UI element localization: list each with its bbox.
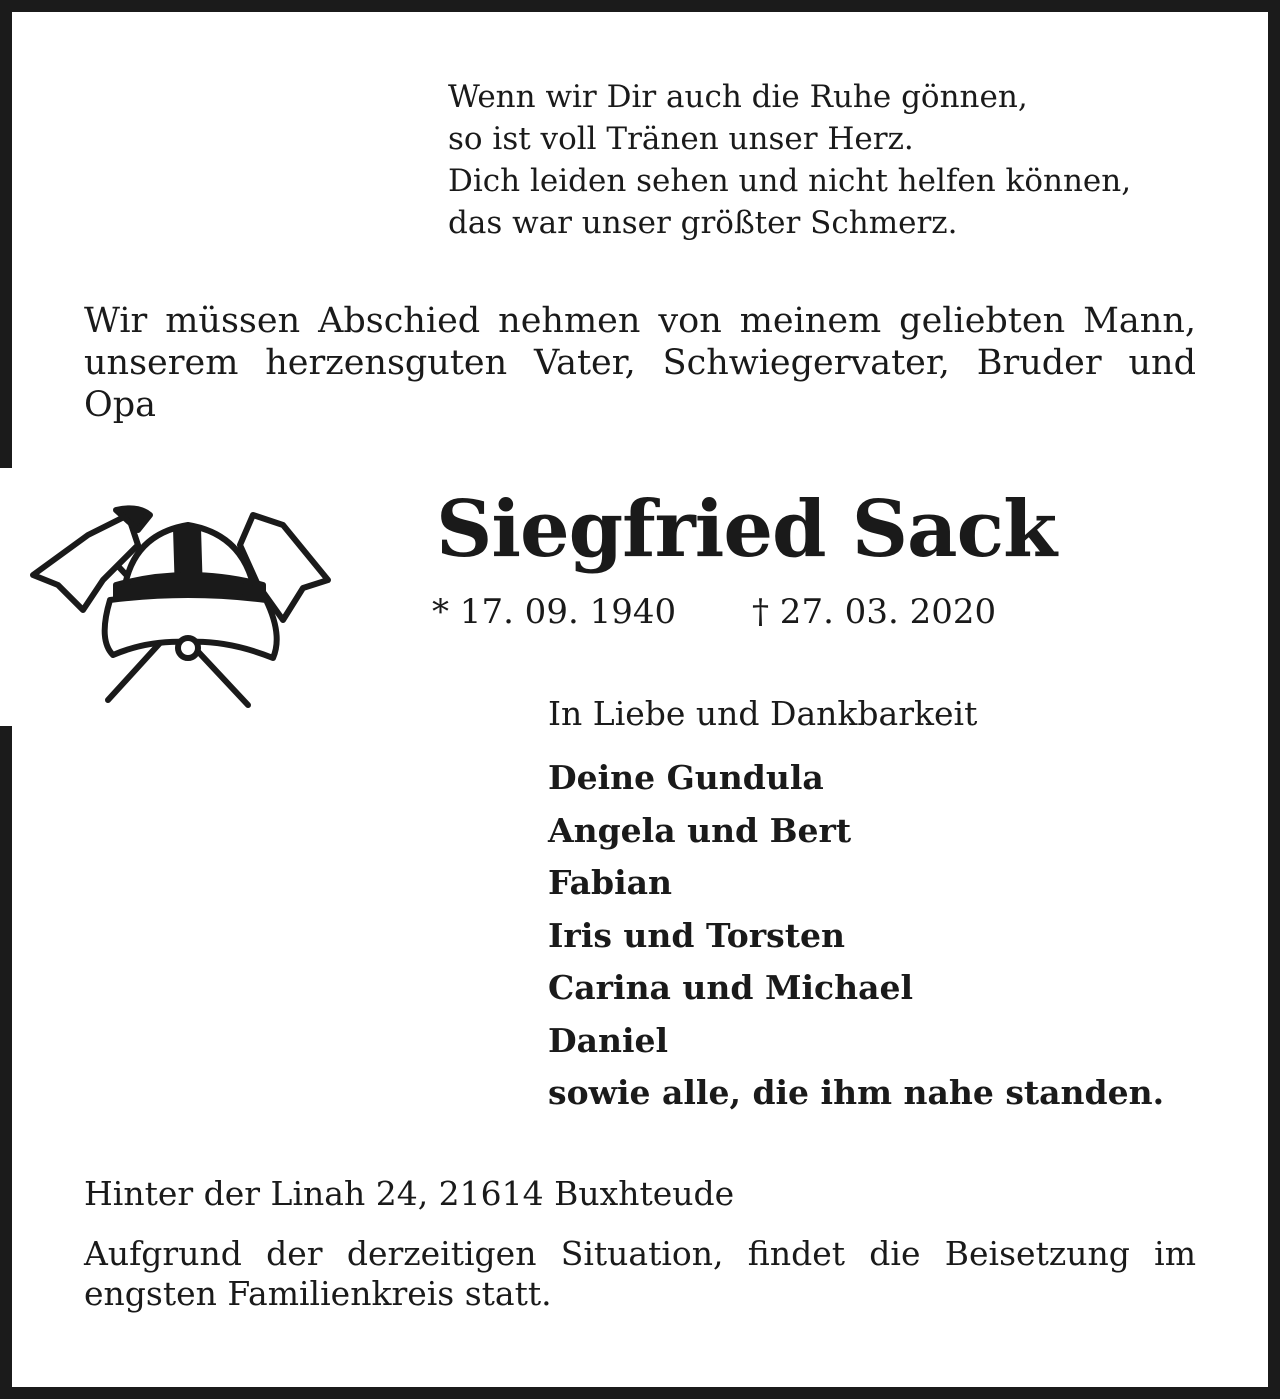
farewell-text: Wir müssen Abschied nehmen von meinem geliebten Mann, unserem herzensguten Vater, Schwiegervater, Bruder und Opa (84, 301, 1196, 425)
poem-line: Wenn wir Dir auch die Ruhe gönnen, (448, 79, 1028, 115)
burial-notice: Aufgrund der derzeitigen Situation, findet die Beisetzung im engsten Familienkreis statt. (84, 1234, 1196, 1313)
birth-date: * 17. 09. 1940 (432, 592, 677, 632)
mourner-entry: Angela und Bert (548, 810, 852, 850)
deceased-name: Siegfried Sack (436, 484, 1057, 575)
mourner-entry: Fabian (548, 863, 672, 902)
mourner-entry: Daniel (548, 1020, 669, 1060)
mourner-entry: Iris und Torsten (548, 915, 845, 955)
mourner-entry: sowie alle, die ihm nahe standen. (548, 1073, 1165, 1112)
poem-line: Dich leiden sehen und nicht helfen können, (448, 163, 1132, 199)
mourner-entry: Carina und Michael (548, 968, 914, 1007)
mourners-list (548, 752, 1164, 1120)
poem-line: so ist voll Tränen unser Herz. (448, 121, 914, 157)
thanks-line: In Liebe und Dankbarkeit (548, 694, 978, 733)
frame-gap (0, 468, 12, 726)
poem-line: das war unser größter Schmerz. (448, 205, 958, 241)
memorial-poem (448, 76, 1228, 244)
death-date: † 27. 03. 2020 (752, 592, 997, 632)
address-line: Hinter der Linah 24, 21614 Buxhteude (84, 1174, 735, 1213)
firefighter-helmet-axes-icon (28, 490, 338, 720)
mourner-entry: Deine Gundula (548, 758, 824, 797)
